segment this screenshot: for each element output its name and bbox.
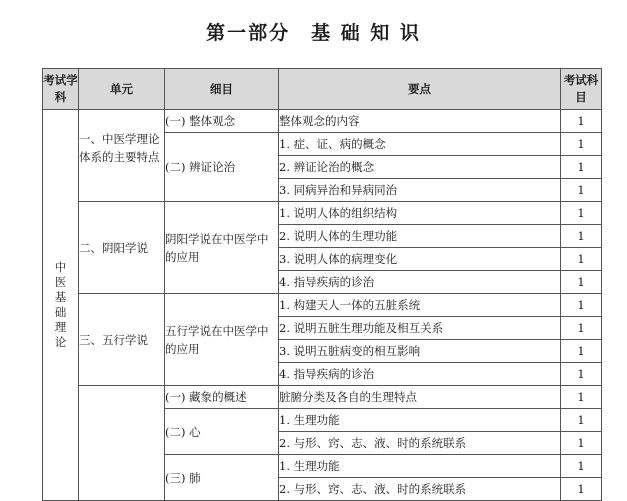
point-cell: 1. 生理功能 <box>279 455 561 478</box>
detail-cell: (二) 心 <box>165 409 279 455</box>
detail-cell: (一) 藏象的概述 <box>165 386 279 409</box>
hours-cell: 1 <box>561 340 602 363</box>
header-unit: 单元 <box>79 69 165 110</box>
point-cell: 1. 生理功能 <box>279 409 561 432</box>
hours-cell: 1 <box>561 179 602 202</box>
detail-cell: (二) 辨证论治 <box>165 133 279 202</box>
hours-cell: 1 <box>561 432 602 455</box>
header-points: 要点 <box>279 69 561 110</box>
unit-cell: 二、阴阳学说 <box>79 202 165 294</box>
detail-cell: 五行学说在中医学中的应用 <box>165 294 279 386</box>
hours-cell: 1 <box>561 110 602 133</box>
hours-cell: 1 <box>561 317 602 340</box>
hours-cell: 1 <box>561 409 602 432</box>
unit-cell <box>79 386 165 501</box>
hours-cell: 1 <box>561 455 602 478</box>
hours-cell: 1 <box>561 248 602 271</box>
table-row <box>43 202 602 225</box>
point-cell: 2. 与形、窍、志、液、时的系统联系 <box>279 478 561 501</box>
detail-cell: (三) 肺 <box>165 455 279 501</box>
point-cell: 3. 说明五脏病变的相互影响 <box>279 340 561 363</box>
header-row <box>43 69 602 110</box>
hours-cell: 1 <box>561 478 602 501</box>
table-row <box>43 294 602 317</box>
point-cell: 4. 指导疾病的诊治 <box>279 271 561 294</box>
detail-cell: 阴阳学说在中医学中的应用 <box>165 202 279 294</box>
point-cell: 4. 指导疾病的诊治 <box>279 363 561 386</box>
header-detail: 细目 <box>165 69 279 110</box>
unit-cell: 一、中医学理论体系的主要特点 <box>79 110 165 202</box>
table-row <box>43 110 602 133</box>
point-cell: 整体观念的内容 <box>279 110 561 133</box>
hours-cell: 1 <box>561 363 602 386</box>
point-cell: 2. 与形、窍、志、液、时的系统联系 <box>279 432 561 455</box>
point-cell: 1. 构建天人一体的五脏系统 <box>279 294 561 317</box>
hours-cell: 1 <box>561 156 602 179</box>
hours-cell: 1 <box>561 294 602 317</box>
point-cell: 2. 辨证论治的概念 <box>279 156 561 179</box>
table-row <box>43 386 602 409</box>
hours-cell: 1 <box>561 225 602 248</box>
hours-cell: 1 <box>561 202 602 225</box>
detail-cell: (一) 整体观念 <box>165 110 279 133</box>
point-cell: 1. 说明人体的组织结构 <box>279 202 561 225</box>
point-cell: 2. 说明人体的生理功能 <box>279 225 561 248</box>
point-cell: 2. 说明五脏生理功能及相互关系 <box>279 317 561 340</box>
header-hours: 考试科目 <box>561 69 602 110</box>
syllabus-table <box>42 68 602 501</box>
hours-cell: 1 <box>561 386 602 409</box>
subject-cell: 中医基础理论 <box>43 110 79 501</box>
hours-cell: 1 <box>561 133 602 156</box>
point-cell: 3. 说明人体的病理变化 <box>279 248 561 271</box>
point-cell: 1. 症、证、病的概念 <box>279 133 561 156</box>
unit-cell: 三、五行学说 <box>79 294 165 386</box>
hours-cell: 1 <box>561 271 602 294</box>
page-title: 第一部分 基 础 知 识 <box>206 22 421 44</box>
point-cell: 3. 同病异治和异病同治 <box>279 179 561 202</box>
header-subject: 考试学科 <box>43 69 79 110</box>
point-cell: 脏腑分类及各自的生理特点 <box>279 386 561 409</box>
